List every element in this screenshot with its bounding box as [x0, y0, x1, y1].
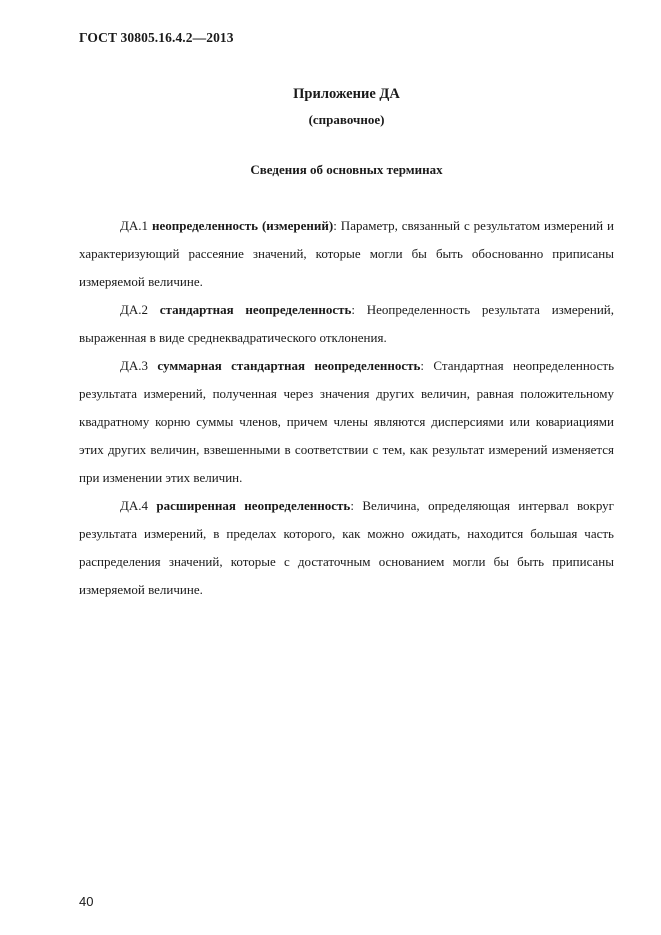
definition-number: ДА.4 [120, 498, 149, 513]
definitions-body [79, 212, 614, 604]
definition-text: : Параметр, связанный с результатом измерений и характеризующий рассеяние значений, которые могли бы быть обоснованно приписаны измеряемой величине. [79, 218, 615, 289]
definition-text: : Стандартная неопределенность результата измерений, полученная через значения других величин, равная положительному квадратному корню суммы членов, причем члены являются дисперсиями или ковариациями этих других величин, взвешенными в соответствии с тем, как результат измерений изменяется при изменении этих величин. [79, 358, 614, 485]
section-title: Сведения об основных терминах [250, 162, 443, 177]
definition-text: : Величина, определяющая интервал вокруг результата измерений, в пределах которого, как можно ожидать, находится большая часть распределения значений, которые с достаточным основанием могли бы быть приписаны измеряемой величине. [79, 498, 615, 597]
definition-da1 [79, 212, 614, 296]
definition-da3 [79, 352, 614, 492]
definition-da2 [79, 296, 614, 352]
definition-text: : Неопределенность результата измерений, выраженная в виде среднеквадратического отклонения. [79, 302, 614, 345]
definition-number: ДА.3 [120, 358, 149, 373]
appendix-title: Приложение ДА [293, 86, 400, 102]
definition-number: ДА.2 [120, 302, 149, 317]
definition-number: ДА.1 [120, 218, 149, 233]
appendix-subtitle: (справочное) [308, 112, 385, 127]
definition-da4 [79, 492, 614, 604]
definition-term: расширенная неопределенность [156, 498, 351, 513]
definition-term: стандартная неопределенность [159, 302, 352, 317]
definition-term: суммарная стандартная неопределенность [157, 358, 421, 373]
page-number: 40 [79, 894, 94, 909]
standard-designation: ГОСТ 30805.16.4.2—2013 [79, 30, 234, 45]
definition-term: неопределенность (измерений) [151, 218, 334, 233]
